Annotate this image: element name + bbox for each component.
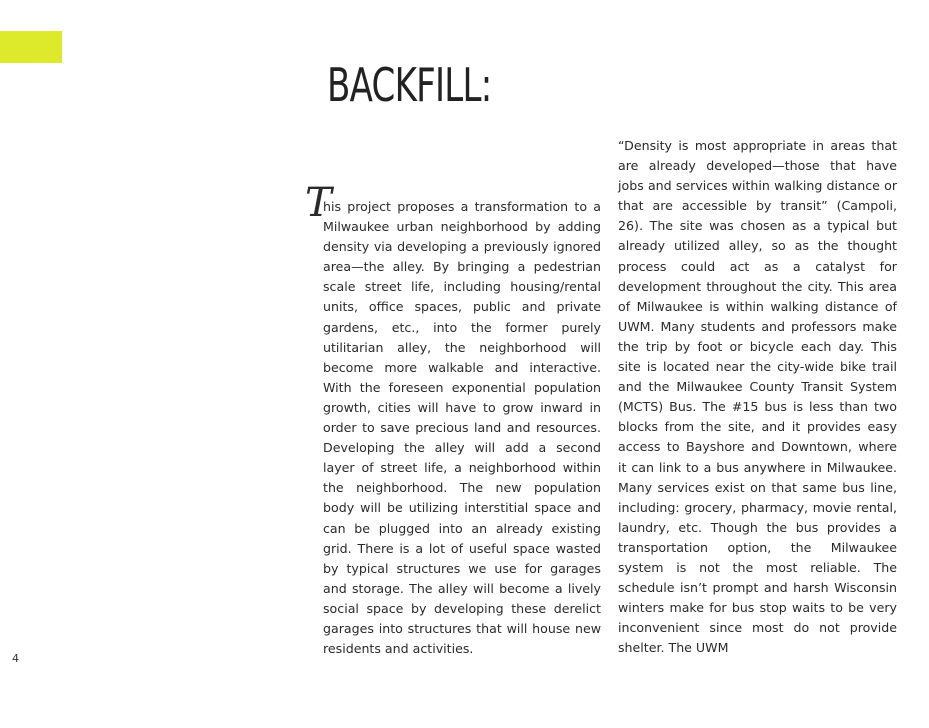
drop-cap: T — [305, 180, 332, 226]
page-number: 4 — [12, 652, 19, 665]
left-column-text: his project proposes a transformation to a Milwaukee urban neighborhood by adding density via developing a previously ignored area—the alley. By bringing a pedestrian scale street life, including housing/rental units, office spaces, public and private gardens, etc., into the former purely utilitarian alley, the neighborhood will become more walkable and interactive. With the foreseen exponential population growth, cities will have to grow inward in order to save precious land and resources. Developing the alley will add a second layer of street life, a neighborhood within the neighborhood. The new population body will be utilizing interstitial space and can be plugged into an already existing grid. There is a lot of useful space wasted by typical structures we use for garages and storage. The alley will become a lively social space by developing these derelict garages into structures that will house new residents and activities. — [323, 199, 601, 657]
right-column-text: “Density is most appropriate in areas that are already developed—those that have jobs and services within walking distance or that are accessible by transit” (Campoli, 26). The site was chosen as a typical but already utilized alley, so as the thought process could act as a catalyst for development throughout the city. This area of Milwaukee is within walking distance of UWM. Many students and professors make the trip by foot or bicycle each day. This site is located near the city-wide bike trail and the Milwaukee County Transit System (MCTS) Bus. The #15 bus is less than two blocks from the site, and it provides easy access to Bayshore and Downtown, where it can link to a bus anywhere in Milwaukee. Many services exist on that same bus line, including: grocery, pharmacy, movie rental, laundry, etc. Though the bus provides a transportation option, the Milwaukee system is not the most reliable. The schedule isn’t prompt and harsh Wisconsin winters make for bus stop waits to be very inconvenient since most do not provide shelter. The UWM — [618, 138, 897, 656]
left-column — [323, 197, 601, 659]
accent-tab — [0, 31, 62, 63]
right-column — [618, 136, 897, 658]
page-title: BACKFILL: — [327, 58, 492, 112]
